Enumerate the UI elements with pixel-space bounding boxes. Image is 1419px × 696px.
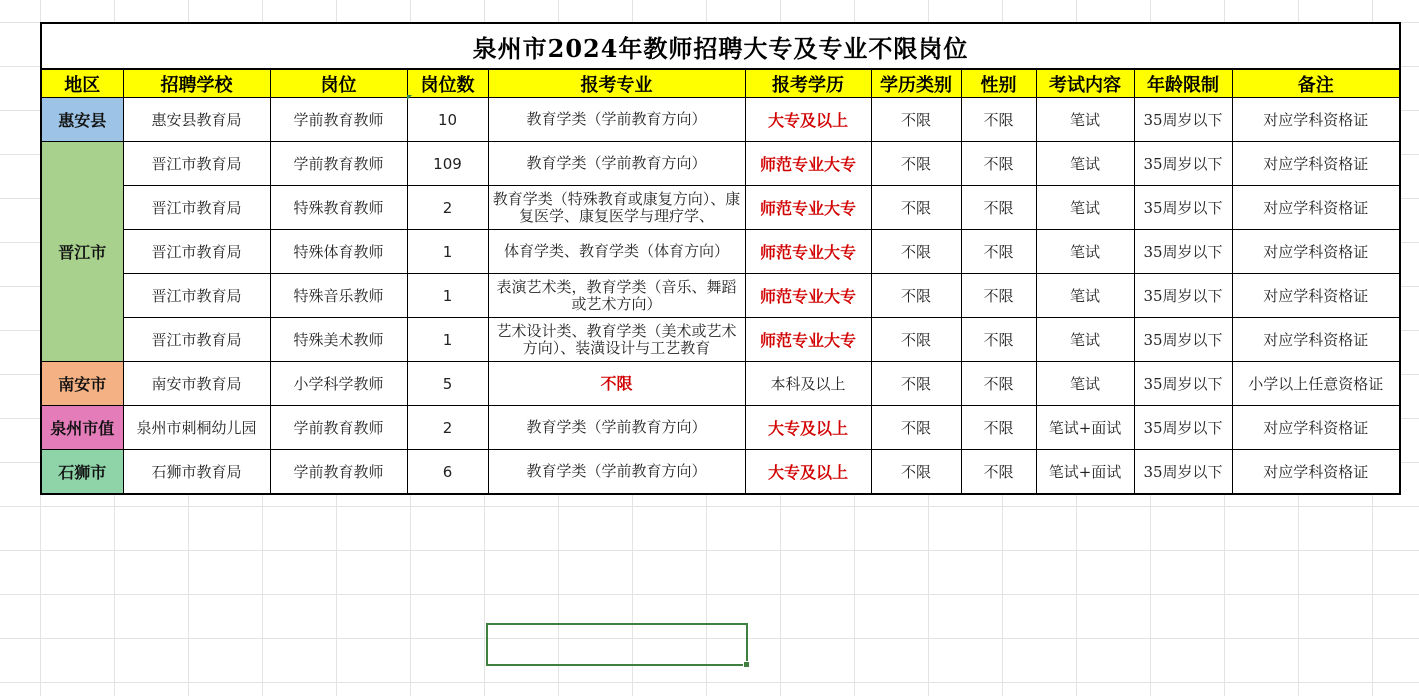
edu-type-cell[interactable]: 不限 [871,450,961,495]
education-cell[interactable]: 师范专业大专 [745,186,871,230]
header-edu-type[interactable]: 学历类别 [871,69,961,98]
count-cell[interactable]: 6 [407,450,488,495]
education-cell[interactable]: 大专及以上 [745,98,871,142]
position-cell[interactable]: 学前教育教师 [270,98,407,142]
school-cell[interactable]: 晋江市教育局 [123,186,270,230]
school-cell[interactable]: 南安市教育局 [123,362,270,406]
fill-handle[interactable] [743,661,750,668]
note-cell[interactable]: 对应学科资格证 [1232,406,1400,450]
position-cell[interactable]: 小学科学教师 [270,362,407,406]
position-cell[interactable]: 学前教育教师 [270,406,407,450]
gender-cell[interactable]: 不限 [961,186,1036,230]
table-title[interactable]: 泉州市2024年教师招聘大专及专业不限岗位 [41,23,1400,69]
school-cell[interactable]: 晋江市教育局 [123,142,270,186]
major-cell[interactable]: 艺术设计类、教育学类（美术或艺术方向）、装潢设计与工艺教育 [488,318,745,362]
edu-type-cell[interactable]: 不限 [871,318,961,362]
age-cell[interactable]: 35周岁以下 [1134,142,1232,186]
cell-comment-marker [407,95,412,100]
count-cell[interactable]: 2 [407,186,488,230]
region-cell-quanzhou[interactable]: 泉州市值 [41,406,123,450]
exam-cell[interactable]: 笔试 [1036,230,1134,274]
recruitment-table [40,22,1401,495]
education-cell[interactable]: 本科及以上 [745,362,871,406]
exam-cell[interactable]: 笔试+面试 [1036,450,1134,495]
edu-type-cell[interactable]: 不限 [871,406,961,450]
age-cell[interactable]: 35周岁以下 [1134,406,1232,450]
age-cell[interactable]: 35周岁以下 [1134,230,1232,274]
school-cell[interactable]: 石狮市教育局 [123,450,270,495]
gender-cell[interactable]: 不限 [961,362,1036,406]
exam-cell[interactable]: 笔试 [1036,318,1134,362]
title-row [41,23,1400,69]
table-row [41,406,1400,450]
education-cell[interactable]: 师范专业大专 [745,230,871,274]
header-school[interactable]: 招聘学校 [123,69,270,98]
exam-cell[interactable]: 笔试 [1036,142,1134,186]
position-cell[interactable]: 学前教育教师 [270,450,407,495]
age-cell[interactable]: 35周岁以下 [1134,362,1232,406]
school-cell[interactable]: 晋江市教育局 [123,274,270,318]
gender-cell[interactable]: 不限 [961,406,1036,450]
position-cell[interactable]: 特殊教育教师 [270,186,407,230]
table-row [41,274,1400,318]
major-cell[interactable]: 教育学类（特殊教育或康复方向）、康复医学、康复医学与理疗学、 [488,186,745,230]
header-note[interactable]: 备注 [1232,69,1400,98]
education-cell[interactable]: 师范专业大专 [745,142,871,186]
position-cell[interactable]: 特殊音乐教师 [270,274,407,318]
gender-cell[interactable]: 不限 [961,274,1036,318]
position-cell[interactable]: 特殊体育教师 [270,230,407,274]
major-cell[interactable]: 表演艺术类，教育学类（音乐、舞蹈或艺术方向） [488,274,745,318]
gender-cell[interactable]: 不限 [961,142,1036,186]
header-row [41,69,1400,98]
header-gender[interactable]: 性别 [961,69,1036,98]
school-cell[interactable]: 晋江市教育局 [123,230,270,274]
table-row [41,362,1400,406]
note-cell[interactable]: 对应学科资格证 [1232,186,1400,230]
gender-cell[interactable]: 不限 [961,450,1036,495]
major-cell[interactable]: 不限 [488,362,745,406]
education-cell[interactable]: 师范专业大专 [745,318,871,362]
education-cell[interactable]: 大专及以上 [745,406,871,450]
age-cell[interactable]: 35周岁以下 [1134,186,1232,230]
education-cell[interactable]: 师范专业大专 [745,274,871,318]
header-education[interactable]: 报考学历 [745,69,871,98]
count-cell[interactable]: 1 [407,318,488,362]
table-row [41,230,1400,274]
edu-type-cell[interactable]: 不限 [871,98,961,142]
count-cell[interactable]: 109 [407,142,488,186]
education-cell[interactable]: 大专及以上 [745,450,871,495]
note-cell[interactable]: 对应学科资格证 [1232,318,1400,362]
school-cell[interactable]: 惠安县教育局 [123,98,270,142]
major-cell[interactable]: 教育学类（学前教育方向） [488,142,745,186]
table-row [41,98,1400,142]
edu-type-cell[interactable]: 不限 [871,142,961,186]
note-cell[interactable]: 对应学科资格证 [1232,98,1400,142]
count-cell[interactable]: 1 [407,274,488,318]
gender-cell[interactable]: 不限 [961,98,1036,142]
note-cell[interactable]: 对应学科资格证 [1232,274,1400,318]
note-cell[interactable]: 小学以上任意资格证 [1232,362,1400,406]
selected-cell[interactable] [486,623,748,666]
gender-cell[interactable]: 不限 [961,318,1036,362]
exam-cell[interactable]: 笔试+面试 [1036,406,1134,450]
header-position[interactable]: 岗位 [270,69,407,98]
table-row [41,318,1400,362]
header-major[interactable]: 报考专业 [488,69,745,98]
region-cell-jinjiang[interactable]: 晋江市 [41,142,123,362]
position-cell[interactable]: 特殊美术教师 [270,318,407,362]
major-cell[interactable]: 教育学类（学前教育方向） [488,406,745,450]
school-cell[interactable]: 泉州市刺桐幼儿园 [123,406,270,450]
count-cell[interactable]: 5 [407,362,488,406]
header-region[interactable]: 地区 [41,69,123,98]
exam-cell[interactable]: 笔试 [1036,274,1134,318]
count-cell[interactable]: 1 [407,230,488,274]
edu-type-cell[interactable]: 不限 [871,186,961,230]
count-cell[interactable]: 2 [407,406,488,450]
exam-cell[interactable]: 笔试 [1036,362,1134,406]
position-cell[interactable]: 学前教育教师 [270,142,407,186]
table-row [41,450,1400,495]
edu-type-cell[interactable]: 不限 [871,362,961,406]
note-cell[interactable]: 对应学科资格证 [1232,142,1400,186]
age-cell[interactable]: 35周岁以下 [1134,450,1232,495]
age-cell[interactable]: 35周岁以下 [1134,318,1232,362]
note-cell[interactable]: 对应学科资格证 [1232,230,1400,274]
region-cell-nanan[interactable]: 南安市 [41,362,123,406]
count-cell[interactable]: 10 [407,98,488,142]
exam-cell[interactable]: 笔试 [1036,186,1134,230]
table-row [41,186,1400,230]
region-cell-huian[interactable]: 惠安县 [41,98,123,142]
age-cell[interactable]: 35周岁以下 [1134,274,1232,318]
table-row [41,142,1400,186]
note-cell[interactable]: 对应学科资格证 [1232,450,1400,495]
header-exam[interactable]: 考试内容 [1036,69,1134,98]
gender-cell[interactable]: 不限 [961,230,1036,274]
edu-type-cell[interactable]: 不限 [871,230,961,274]
major-cell[interactable]: 教育学类（学前教育方向） [488,450,745,495]
age-cell[interactable]: 35周岁以下 [1134,98,1232,142]
major-cell[interactable]: 教育学类（学前教育方向） [488,98,745,142]
header-count[interactable]: 岗位数 [407,69,488,98]
edu-type-cell[interactable]: 不限 [871,274,961,318]
major-cell[interactable]: 体育学类、教育学类（体育方向） [488,230,745,274]
school-cell[interactable]: 晋江市教育局 [123,318,270,362]
exam-cell[interactable]: 笔试 [1036,98,1134,142]
header-age[interactable]: 年龄限制 [1134,69,1232,98]
region-cell-shishi[interactable]: 石狮市 [41,450,123,495]
